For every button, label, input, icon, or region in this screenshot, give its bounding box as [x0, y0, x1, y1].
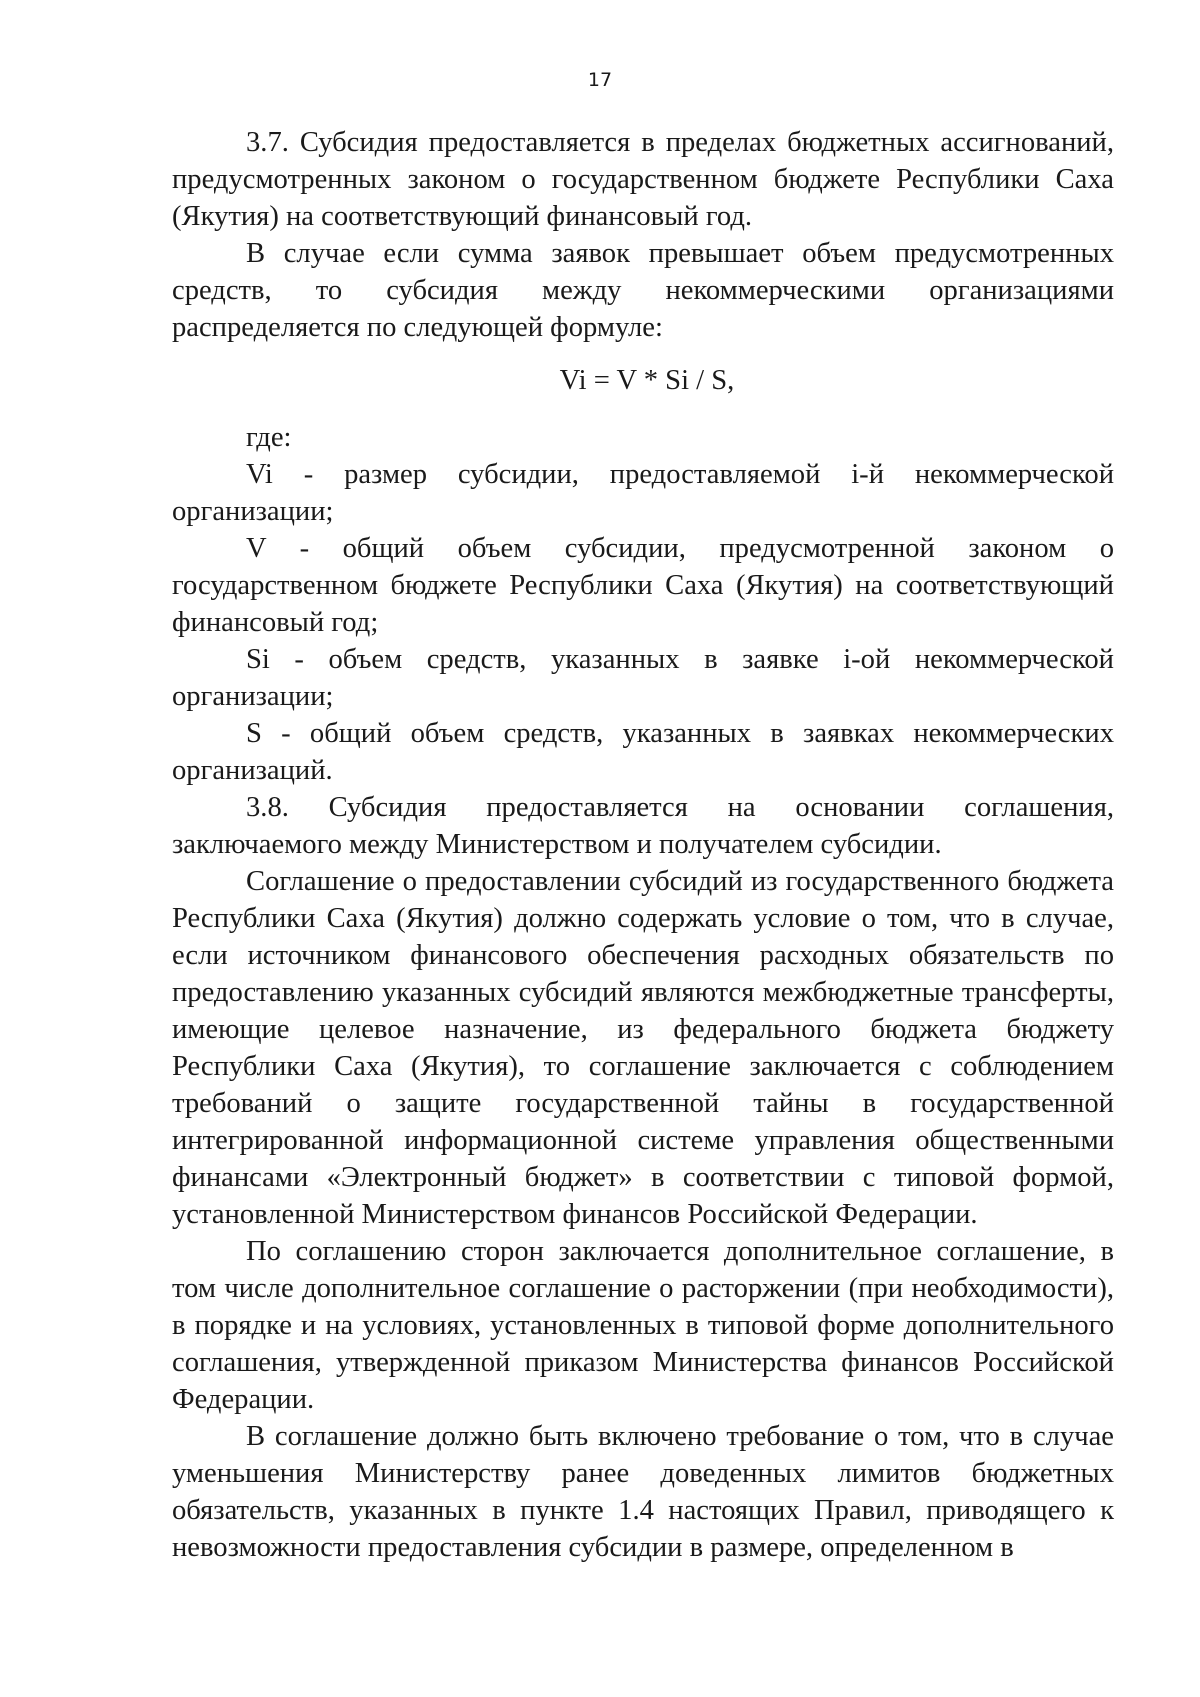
definition-s: S - общий объем средств, указанных в заявках некоммерческих организаций.	[172, 718, 1114, 786]
formula-where: где:	[246, 422, 292, 453]
paragraph-requirement: В соглашение должно быть включено требование о том, что в случае уменьшения Министерству ранее доведенных лимитов бюджетных обязательств, указанных в пункте 1.4 настоящих Правил, приводящего к невозможности предоставления субсидии в размере, определенном в	[172, 1421, 1114, 1563]
paragraph-3-7: 3.7. Субсидия предоставляется в пределах бюджетных ассигнований, предусмотренных законом о государственном бюджете Республики Саха (Якутия) на соответствующий финансовый год.	[172, 127, 1114, 232]
paragraph-agreement: Соглашение о предоставлении субсидий из государственного бюджета Республики Саха (Якутия) должно содержать условие о том, что в случае, если источником финансового обеспечения расходных обязательств по предоставлению указанных субсидий являются межбюджетные трансферты, имеющие целевое назначение, из федерального бюджета бюджету Республики Саха (Якутия), то соглашение заключается с соблюдением требований о защите государственной тайны в государственной интегрированной информационной системе управления общественными финансами «Электронный бюджет» в соответствии с типовой формой, установленной Министерством финансов Российской Федерации.	[172, 866, 1114, 1230]
paragraph-3-8: 3.8. Субсидия предоставляется на основании соглашения, заключаемого между Министерством и получателем субсидии.	[172, 792, 1114, 860]
definition-v: V - общий объем субсидии, предусмотренной законом о государственном бюджете Республики Саха (Якутия) на соответствующий финансовый год;	[172, 533, 1114, 638]
formula: Vi = V * Si / S,	[559, 365, 735, 396]
paragraph-additional-agreement: По соглашению сторон заключается дополнительное соглашение, в том числе дополнительное соглашение о расторжении (при необходимости), в порядке и на условиях, установленных в типовой форме дополнительного соглашения, утвержденной приказом Министерства финансов Российской Федерации.	[172, 1236, 1114, 1415]
definition-si: Si - объем средств, указанных в заявке i-ой некоммерческой организации;	[172, 644, 1114, 712]
paragraph-distribution: В случае если сумма заявок превышает объем предусмотренных средств, то субсидия между некоммерческими организациями распределяется по следующей формуле:	[172, 238, 1114, 343]
document-body	[172, 124, 1114, 1566]
definition-vi: Vi - размер субсидии, предоставляемой i-й некоммерческой организации;	[172, 459, 1114, 527]
page-number: 17	[587, 69, 613, 91]
